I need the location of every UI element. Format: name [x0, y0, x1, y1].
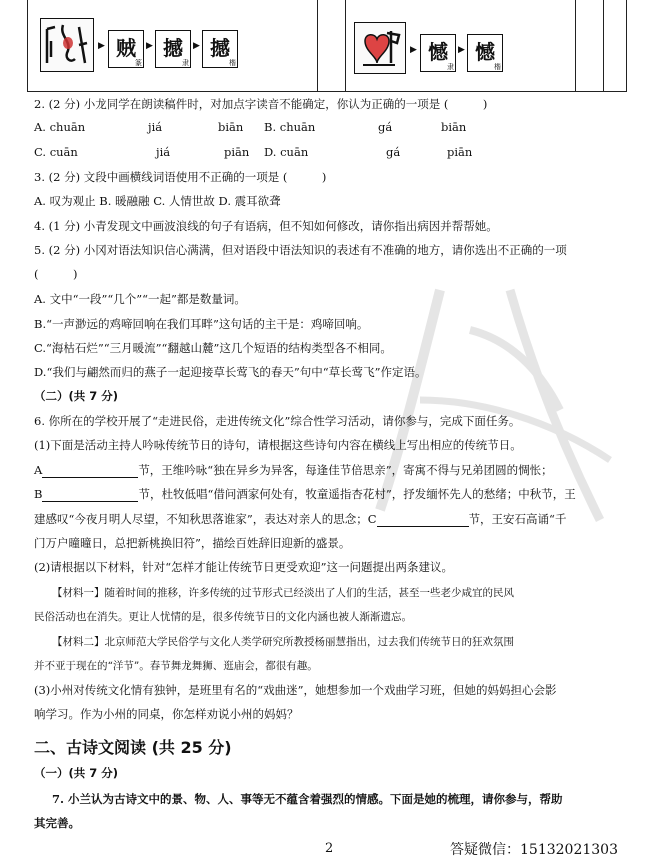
q7-stem-line1: 7. 小兰认为古诗文中的景、物、人、事等无不蕴含着强烈的情感。下面是她的梳理，请你参与，帮助 — [52, 792, 563, 806]
q6-line-b-text: 节，杜牧低唱“借问酒家何处有，牧童遥指杏花村”，抒发缅怀先人的愁绪；中秋节，王 — [138, 487, 576, 501]
answer-blank-c[interactable] — [377, 514, 469, 527]
answer-blank-a[interactable] — [42, 465, 138, 478]
q6-part2: (2)请根据以下材料，针对“怎样才能让传统节日更受欢迎”这一问题提出两条建议。 — [34, 560, 454, 574]
q2-option: jiá — [148, 120, 163, 134]
material-two-line2: 并不亚于现在的“洋节”。春节舞龙舞狮、逛庙会，都很有趣。 — [34, 660, 318, 672]
q5-answer-blank: ( ) — [34, 267, 78, 281]
footer-contact: 答疑微信：15132021303 — [450, 842, 618, 858]
blank-label: B — [34, 487, 43, 501]
q2-option: jiá — [156, 145, 171, 159]
section-two-heading: （二）(共 7 分) — [34, 389, 119, 403]
q3-stem: 3. (2 分) 文段中画横线词语使用不正确的一项是 ( ) — [34, 170, 327, 184]
page-number: 2 — [325, 841, 334, 856]
char-box-1 — [108, 30, 144, 68]
q2-option: gá — [378, 120, 393, 134]
arrow-icon: ▶ — [193, 41, 200, 51]
q5-option-b: B.“一声渺远的鸡啼回响在我们耳畔”这句话的主干是：鸡啼回响。 — [34, 317, 369, 331]
arrow-icon: ▶ — [146, 41, 153, 51]
q6-part1: (1)下面是活动主持人吟咏传统节日的诗句，请根据这些诗句内容在横线上写出相应的传统节日。 — [34, 438, 522, 452]
q6-line-c-end: 节，王安石高诵“千 — [468, 512, 567, 526]
q6-line-b — [34, 486, 576, 502]
illustration-cell-right — [346, 0, 576, 92]
material-one-line1: 【材料一】随着时间的推移，许多传统的过节形式已经淡出了人们的生活，甚至一些老少咸宜的民风 — [52, 587, 514, 599]
char-box-2 — [155, 30, 191, 68]
q2-option: A. chuān — [34, 120, 86, 134]
char-text: 撼 — [163, 36, 183, 60]
q2-option: piān — [224, 145, 250, 159]
arrow-icon: ▶ — [458, 45, 465, 55]
char-box-3 — [202, 30, 238, 68]
blank-label: A — [34, 463, 43, 477]
illustration-table — [27, 0, 627, 92]
material-two-line1: 【材料二】北京师范大学民俗学与文化人类学研究所教授杨丽慧指出，过去我们传统节日的狂欢氛围 — [52, 636, 514, 648]
char-text: 憾 — [475, 40, 495, 64]
arrow-icon: ▶ — [410, 45, 417, 55]
q2-option: biān — [441, 120, 467, 134]
char-box-5 — [467, 34, 503, 72]
q7-stem-line2: 其完善。 — [34, 816, 80, 830]
heart-axe-glyph-icon — [355, 23, 404, 72]
q6-line-d: 门万户曈曈日，总把新桃换旧符”，描绘百姓辞旧迎新的盛景。 — [34, 536, 351, 550]
illustration-cell-blank — [318, 0, 346, 92]
illustration-cell-blank — [576, 0, 604, 92]
q6-line-a-text: 节，王维吟咏“独在异乡为异客，每逢佳节倍思亲”，寄寓不得与兄弟团圆的惆怅； — [138, 463, 553, 477]
q2-option: C. cuān — [34, 145, 78, 159]
section-ancient-poetry-title: 二、古诗文阅读 (共 25 分) — [34, 738, 232, 757]
char-script-label: 楷 — [494, 63, 501, 71]
q3-options: A. 叹为观止 B. 暖融融 C. 人情世故 D. 震耳欲聋 — [34, 194, 281, 208]
arrow-icon: ▶ — [98, 41, 105, 51]
q6-stem: 6. 你所在的学校开展了“走进民俗，走进传统文化”综合性学习活动，请你参与，完成下面任务。 — [34, 414, 521, 428]
char-text: 憾 — [428, 40, 448, 64]
char-script-label: 隶 — [182, 59, 189, 67]
q5-option-c: C.“海枯石烂”“三月暖流”“翻越山麓”这几个短语的结构类型各不相同。 — [34, 341, 392, 355]
q5-option-a: A. 文中“一段”“几个”“一起”都是数量词。 — [34, 292, 246, 306]
char-box-4 — [420, 34, 456, 72]
q6-part3-line1: (3)小州对传统文化情有独钟，是班里有名的“戏曲迷”，她想参加一个戏曲学习班，但她的妈妈担心会影 — [34, 683, 557, 697]
q2-option: gá — [386, 145, 401, 159]
section-ancient-poetry-sub: （一）(共 7 分) — [34, 766, 119, 780]
char-text: 贼 — [116, 36, 136, 60]
q2-option: piān — [447, 145, 473, 159]
q2-option: B. chuān — [264, 120, 316, 134]
char-text: 撼 — [210, 36, 230, 60]
material-one-line2: 民俗活动也在消失。更让人忧情的是，很多传统节日的文化内涵也被人渐渐遗忘。 — [34, 611, 412, 623]
ancient-glyph-image — [40, 18, 94, 72]
q6-line-c-text: 建感叹“今夜月明人尽望，不知秋思落谁家”，表达对亲人的思念；C — [34, 512, 377, 526]
q6-line-c — [34, 511, 566, 527]
watermark-logo-icon — [360, 250, 640, 550]
q2-option: D. cuān — [264, 145, 309, 159]
q2-option: biān — [218, 120, 244, 134]
q2-stem: 2. (2 分) 小龙同学在朗读稿件时，对加点字读音不能确定，你认为正确的一项是 ( ) — [34, 97, 488, 111]
char-script-label: 楷 — [229, 59, 236, 67]
char-script-label: 隶 — [447, 63, 454, 71]
answer-blank-b[interactable] — [42, 489, 138, 502]
q5-option-d: D.“我们与翩然而归的燕子一起迎接草长莺飞的春天”句中“草长莺飞”作定语。 — [34, 365, 427, 379]
ancient-glyph-image — [354, 22, 406, 74]
illustration-cell-left — [28, 0, 318, 92]
q5-stem: 5. (2 分) 小冈对语法知识信心满满，但对语段中语法知识的表述有不准确的地方，请你选出不正确的一项 — [34, 243, 567, 257]
illustration-cell-blank — [604, 0, 628, 92]
char-script-label: 篆 — [135, 59, 142, 67]
ancient-glyph-icon — [41, 19, 92, 70]
q6-line-a — [34, 462, 553, 478]
q6-part3-line2: 响学习。作为小州的同桌，你怎样劝说小州的妈妈？ — [34, 707, 299, 721]
q4-stem: 4. (1 分) 小青发现文中画波浪线的句子有语病，但不知如何修改，请你指出病因并帮帮她。 — [34, 219, 498, 233]
